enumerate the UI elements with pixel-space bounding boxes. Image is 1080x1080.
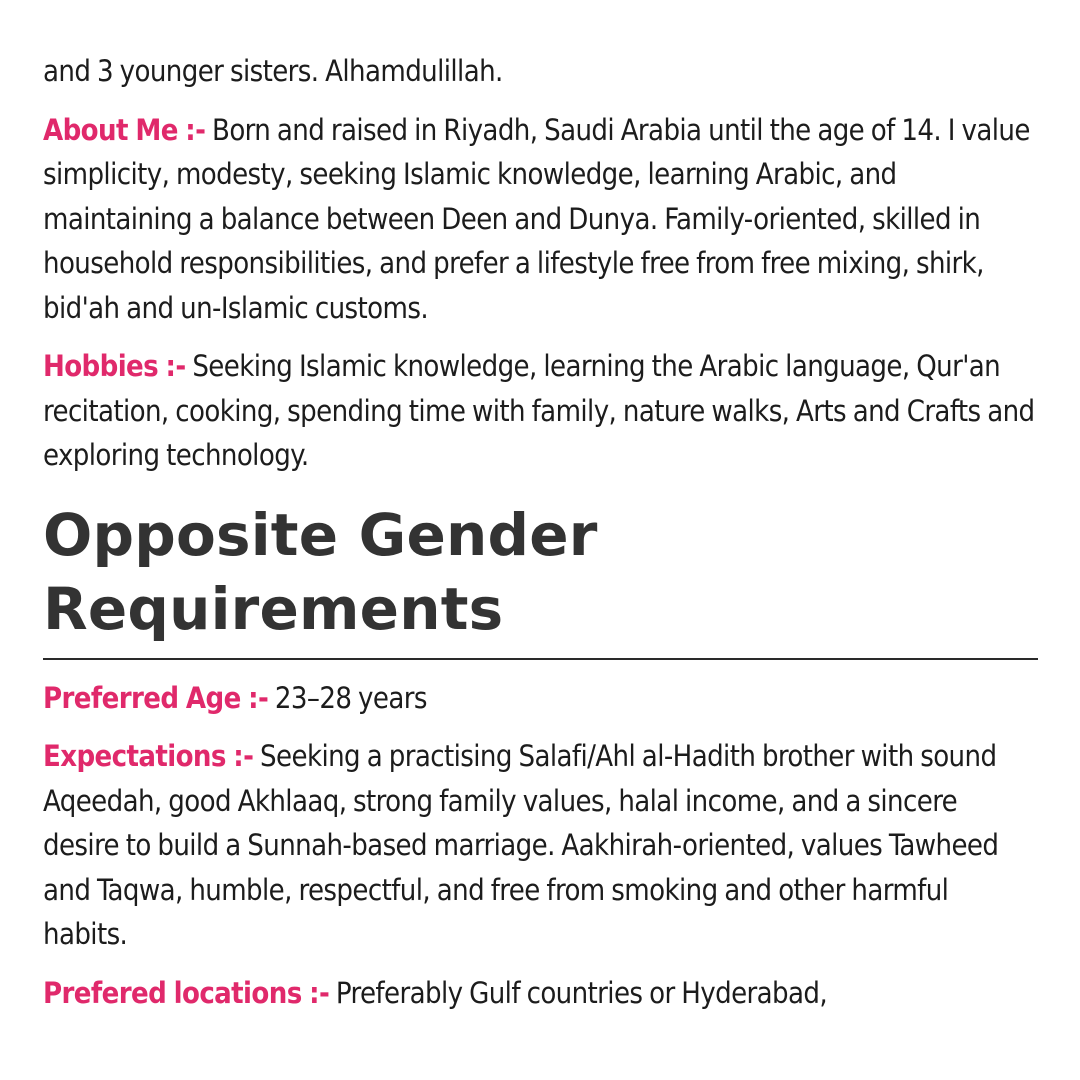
profile-document [43,0,1038,1015]
locations-label: Prefered locations :- [43,975,330,1010]
hobbies-label: Hobbies :- [43,349,186,383]
about-me-label: About Me :- [43,112,206,147]
expectations-label: Expectations :- [43,739,254,773]
requirements-heading: Opposite Gender Requirements [43,500,598,643]
hobbies-paragraph [43,344,1038,478]
family-continued-text: and 3 younger sisters. Alhamdulillah. [43,54,503,88]
locations-text: Preferably Gulf countries or Hyderabad, [329,975,828,1010]
about-me-text: Born and raised in Riyadh, Saudi Arabia until the age of 14. I value simplicity, modesty, seeking Islamic knowledge, learning Arabic, and maintaining a balance between Deen and Dunya. Family-oriented, skilled in household responsibilities, and prefer a lifestyle free from free mixing, shirk, bid'ah and un-Islamic customs. [43,112,1030,325]
expectations-text: Seeking a practising Salafi/Ahl al-Hadith brother with sound Aqeedah, good Akhlaaq, strong family values, halal income, and a sincere desire to build a Sunnah-based marriage. Aakhirah-oriented, values Tawheed and Taqwa, humble, respectful, and free from smoking and other harmful habits. [43,739,999,951]
heading-divider [43,658,1038,660]
about-me-paragraph [43,108,1038,331]
preferred-age-paragraph [43,676,1038,721]
family-continued-paragraph [43,49,1038,94]
expectations-paragraph [43,734,1038,957]
preferred-age-text: 23–28 years [268,680,427,715]
locations-paragraph [43,971,1038,1016]
preferred-age-label: Preferred Age :- [43,680,269,715]
hobbies-text: Seeking Islamic knowledge, learning the Arabic language, Qur'an recitation, cooking, spending time with family, nature walks, Arts and Crafts and exploring technology. [43,349,1035,472]
